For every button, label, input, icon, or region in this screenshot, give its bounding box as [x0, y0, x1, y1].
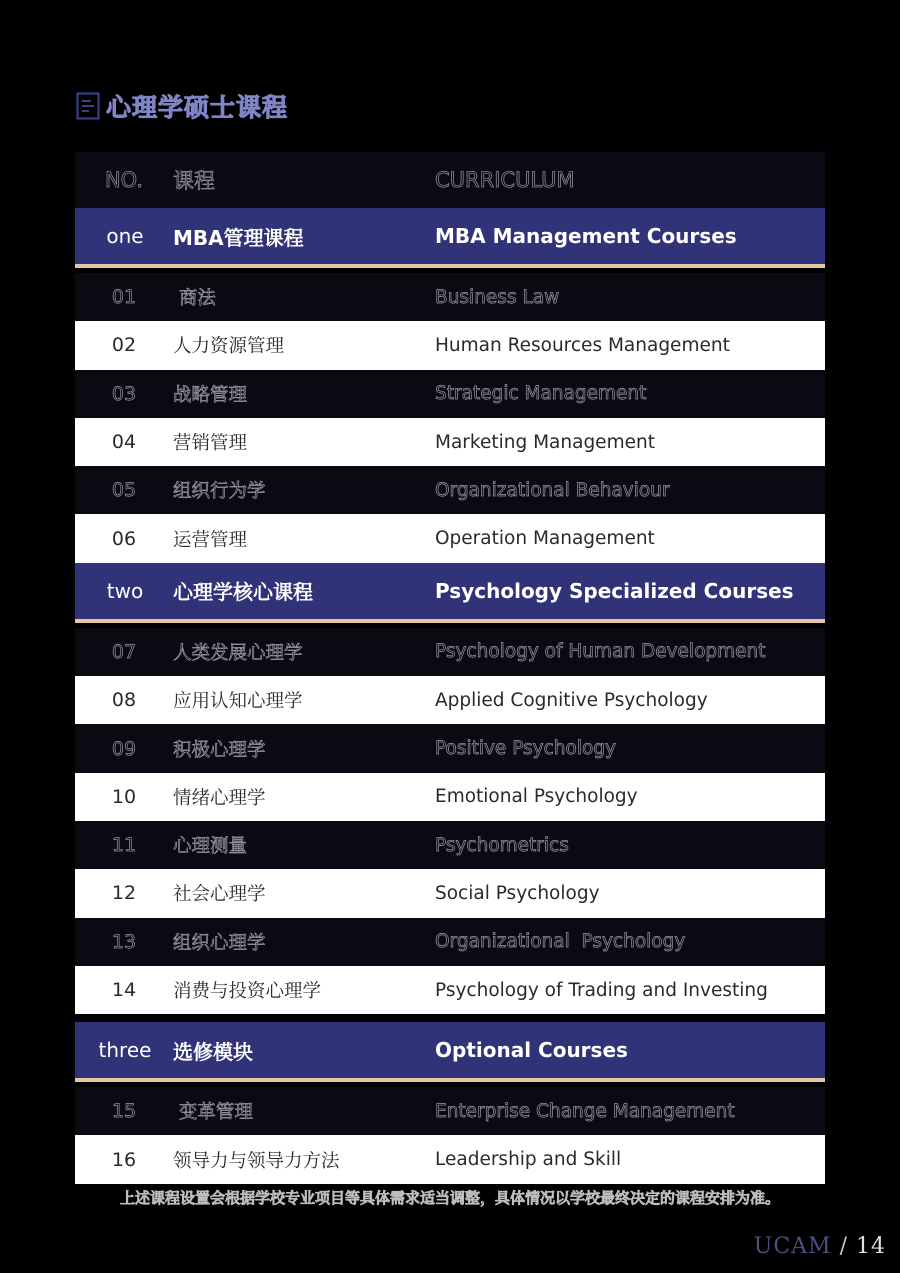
row-no: 11 — [111, 834, 137, 857]
header-cn: 课程 — [173, 169, 215, 193]
section-no: three — [98, 1038, 152, 1063]
row-no: 15 — [111, 1100, 137, 1123]
row-no: 05 — [111, 479, 137, 502]
row-en: Leadership and Skill — [435, 1149, 622, 1171]
row-cn: 消费与投资心理学 — [173, 981, 322, 1002]
row-en: Applied Cognitive Psychology — [435, 689, 708, 711]
table-row — [75, 466, 825, 514]
row-no: 12 — [111, 882, 137, 905]
table-row — [75, 628, 825, 676]
table-row — [75, 1135, 825, 1183]
table-row — [75, 321, 825, 369]
table-row — [75, 514, 825, 562]
row-en: Psychology of Human Development — [435, 641, 766, 663]
table-header — [75, 152, 825, 208]
row-cn: 心理测量 — [173, 836, 248, 858]
row-en: Social Psychology — [435, 882, 600, 904]
row-en: Emotional Psychology — [435, 786, 638, 808]
header-no: NO. — [104, 168, 144, 192]
row-cn: 领导力与领导力方法 — [173, 1150, 340, 1172]
document-icon — [76, 92, 100, 120]
section-cn: MBA管理课程 — [173, 225, 304, 250]
section-cn: 选修模块 — [173, 1039, 253, 1064]
row-no: 16 — [111, 1148, 137, 1171]
row-cn: 人力资源管理 — [173, 336, 285, 358]
row-cn: 营销管理 — [173, 433, 248, 455]
table-row — [75, 724, 825, 772]
row-en: Strategic Management — [435, 383, 647, 405]
row-cn: 社会心理学 — [173, 884, 266, 906]
row-cn: 战略管理 — [173, 384, 248, 406]
curriculum-table — [75, 152, 825, 1184]
section-en: Psychology Specialized Courses — [435, 578, 794, 603]
row-en: Business Law — [435, 286, 560, 308]
brand-logo-text: UCAM — [753, 1234, 832, 1259]
page-footer — [754, 1234, 886, 1259]
row-no: 06 — [111, 527, 137, 550]
row-en: Positive Psychology — [435, 738, 616, 760]
section-no: one — [106, 224, 144, 248]
table-row — [75, 418, 825, 466]
table-row — [75, 966, 825, 1014]
row-en: Marketing Management — [435, 431, 655, 453]
footnote: 上述课程设置会根据学校专业项目等具体需求适当调整，具体情况以学校最终决定的课程安排为准。 — [119, 1189, 780, 1207]
row-en: Operation Management — [435, 528, 655, 550]
row-cn: 变革管理 — [173, 1102, 253, 1124]
table-row — [75, 869, 825, 917]
section-header-two — [75, 563, 825, 623]
row-cn: 积极心理学 — [173, 739, 266, 761]
section-header-three — [75, 1022, 825, 1082]
page-title-block — [76, 88, 288, 124]
row-no: 09 — [111, 737, 137, 760]
row-en: Organizational Behaviour — [435, 479, 670, 501]
row-no: 13 — [111, 930, 137, 953]
row-cn: 人类发展心理学 — [173, 642, 303, 664]
row-en: Organizational Psychology — [435, 931, 686, 953]
section-cn: 心理学核心课程 — [173, 580, 313, 605]
table-row — [75, 370, 825, 418]
table-row — [75, 773, 825, 821]
page-title: 心理学硕士课程 — [106, 93, 289, 122]
table-row — [75, 918, 825, 966]
row-cn: 组织行为学 — [173, 481, 266, 503]
header-en: CURRICULUM — [435, 168, 575, 192]
row-no: 03 — [111, 382, 137, 405]
row-cn: 商法 — [173, 288, 216, 310]
row-no: 08 — [111, 689, 137, 712]
section-no: two — [106, 578, 144, 603]
footer-separator: / — [839, 1234, 848, 1259]
row-no: 01 — [111, 286, 137, 309]
row-no: 07 — [111, 640, 137, 663]
row-en: Psychometrics — [435, 834, 569, 856]
section-header-one — [75, 208, 825, 268]
table-row — [75, 676, 825, 724]
section-en: Optional Courses — [435, 1038, 628, 1063]
row-cn: 组织心理学 — [173, 932, 266, 954]
table-row — [75, 821, 825, 869]
row-no: 14 — [111, 979, 137, 1001]
page-number: 14 — [856, 1234, 886, 1259]
row-en: Human Resources Management — [435, 334, 730, 356]
section-en: MBA Management Courses — [435, 224, 737, 248]
row-cn: 运营管理 — [173, 529, 248, 551]
row-no: 02 — [111, 334, 137, 357]
row-no: 04 — [111, 431, 137, 454]
row-en: Psychology of Trading and Investing — [435, 979, 768, 1001]
row-en: Enterprise Change Management — [435, 1100, 735, 1122]
row-no: 10 — [111, 785, 137, 808]
table-row — [75, 273, 825, 321]
row-cn: 情绪心理学 — [173, 787, 266, 809]
table-row — [75, 1087, 825, 1135]
row-cn: 应用认知心理学 — [173, 691, 303, 713]
